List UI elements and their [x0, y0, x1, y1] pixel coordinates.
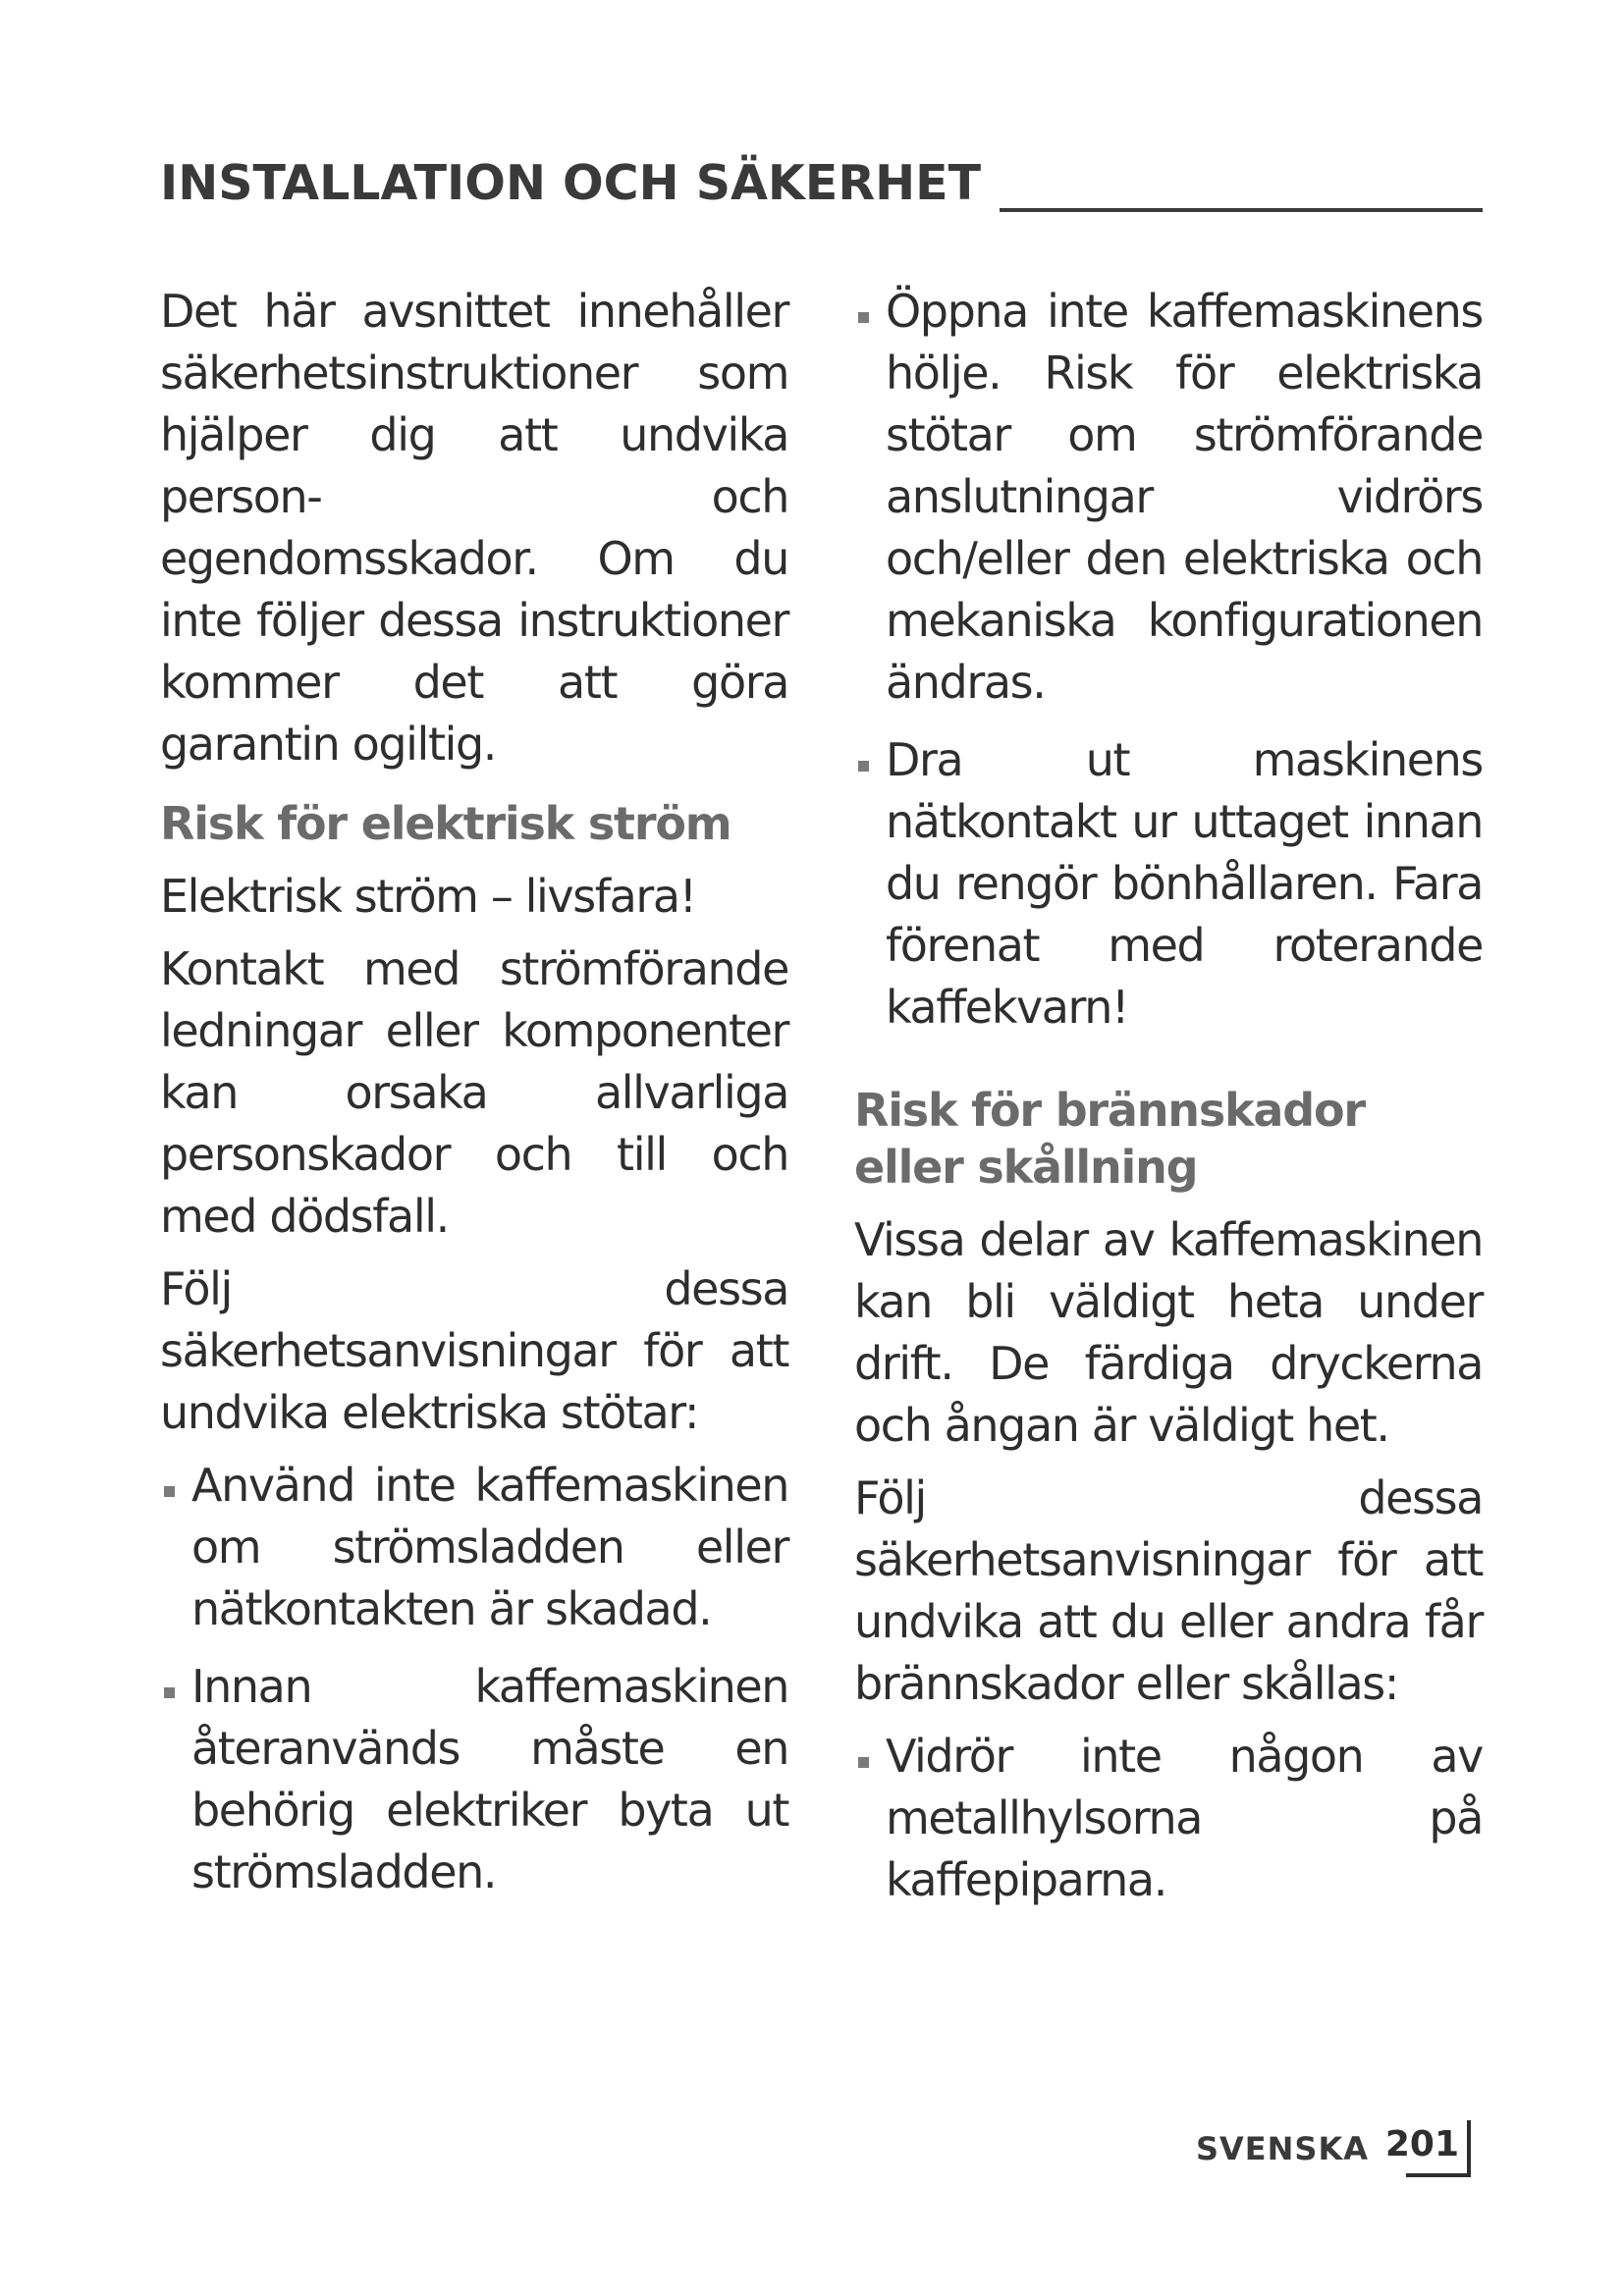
burns-paragraph: Vissa delar av kaffemaskinen kan bli väldigt heta under drift. De färdiga dryckerna och ångan är väldigt het.: [854, 1213, 1483, 1452]
list-item: [160, 1455, 788, 1640]
electric-contact-paragraph: Kontakt med strömförande ledningar eller komponenter kan orsaka allvarliga personskador och till och med dödsfall.: [160, 942, 788, 1243]
footer-language: SVENSKA: [1195, 2130, 1369, 2167]
square-bullet-icon: [858, 761, 869, 772]
square-bullet-icon: [164, 1486, 175, 1497]
footer-bracket-vertical: [1467, 2120, 1471, 2177]
page-title: INSTALLATION OCH SÄKERHET: [160, 155, 981, 211]
list-item-text: Innan kaffemaskinen återanvänds måste en behörig elektriker byta ut strömsladden.: [191, 1660, 788, 1898]
footer-bracket-horizontal: [1406, 2173, 1471, 2177]
electric-warning: Elektrisk ström – livsfara!: [160, 870, 696, 923]
square-bullet-icon: [858, 1757, 869, 1768]
square-bullet-icon: [164, 1687, 175, 1698]
page-header: [160, 147, 1483, 226]
list-item-text: Dra ut maskinens nätkontakt ur uttaget innan du rengör bönhållaren. Fara förenat med roterande kaffekvarn!: [886, 733, 1483, 1034]
section-heading-burns: Risk för brännskador eller skållning: [854, 1084, 1365, 1194]
list-item: [854, 281, 1483, 714]
list-item-text: Använd inte kaffemaskinen om strömsladden eller nätkontakten är skadad.: [191, 1459, 788, 1635]
intro-paragraph: Det här avsnittet innehåller säkerhetsinstruktioner som hjälper dig att undvika person- och egendomsskador. Om du inte följer dessa instruktioner kommer det att göra garantin ogiltig.: [160, 285, 788, 771]
list-item-text: Öppna inte kaffemaskinens hölje. Risk för elektriska stötar om strömförande anslutningar vidrörs och/eller den elektriska och mekaniska konfigurationen ändras.: [886, 285, 1483, 709]
list-item-text: Vidrör inte någon av metallhylsorna på kaffepiparna.: [886, 1730, 1483, 1906]
square-bullet-icon: [858, 312, 869, 323]
left-column: [160, 281, 788, 1919]
right-column: [854, 281, 1483, 1927]
burns-instructions-intro: Följ dessa säkerhetsanvisningar för att undvika att du eller andra får brännskador eller skållas:: [854, 1471, 1483, 1710]
page-number: 201: [1384, 2124, 1459, 2164]
page-footer: [1159, 2120, 1483, 2179]
list-item: [854, 729, 1483, 1039]
section-heading-electric: Risk för elektrisk ström: [160, 797, 731, 850]
list-item: [160, 1656, 788, 1903]
list-item: [854, 1726, 1483, 1911]
electric-instructions-intro: Följ dessa säkerhetsanvisningar för att undvika elektriska stötar:: [160, 1262, 788, 1439]
header-rule: [1000, 208, 1483, 212]
